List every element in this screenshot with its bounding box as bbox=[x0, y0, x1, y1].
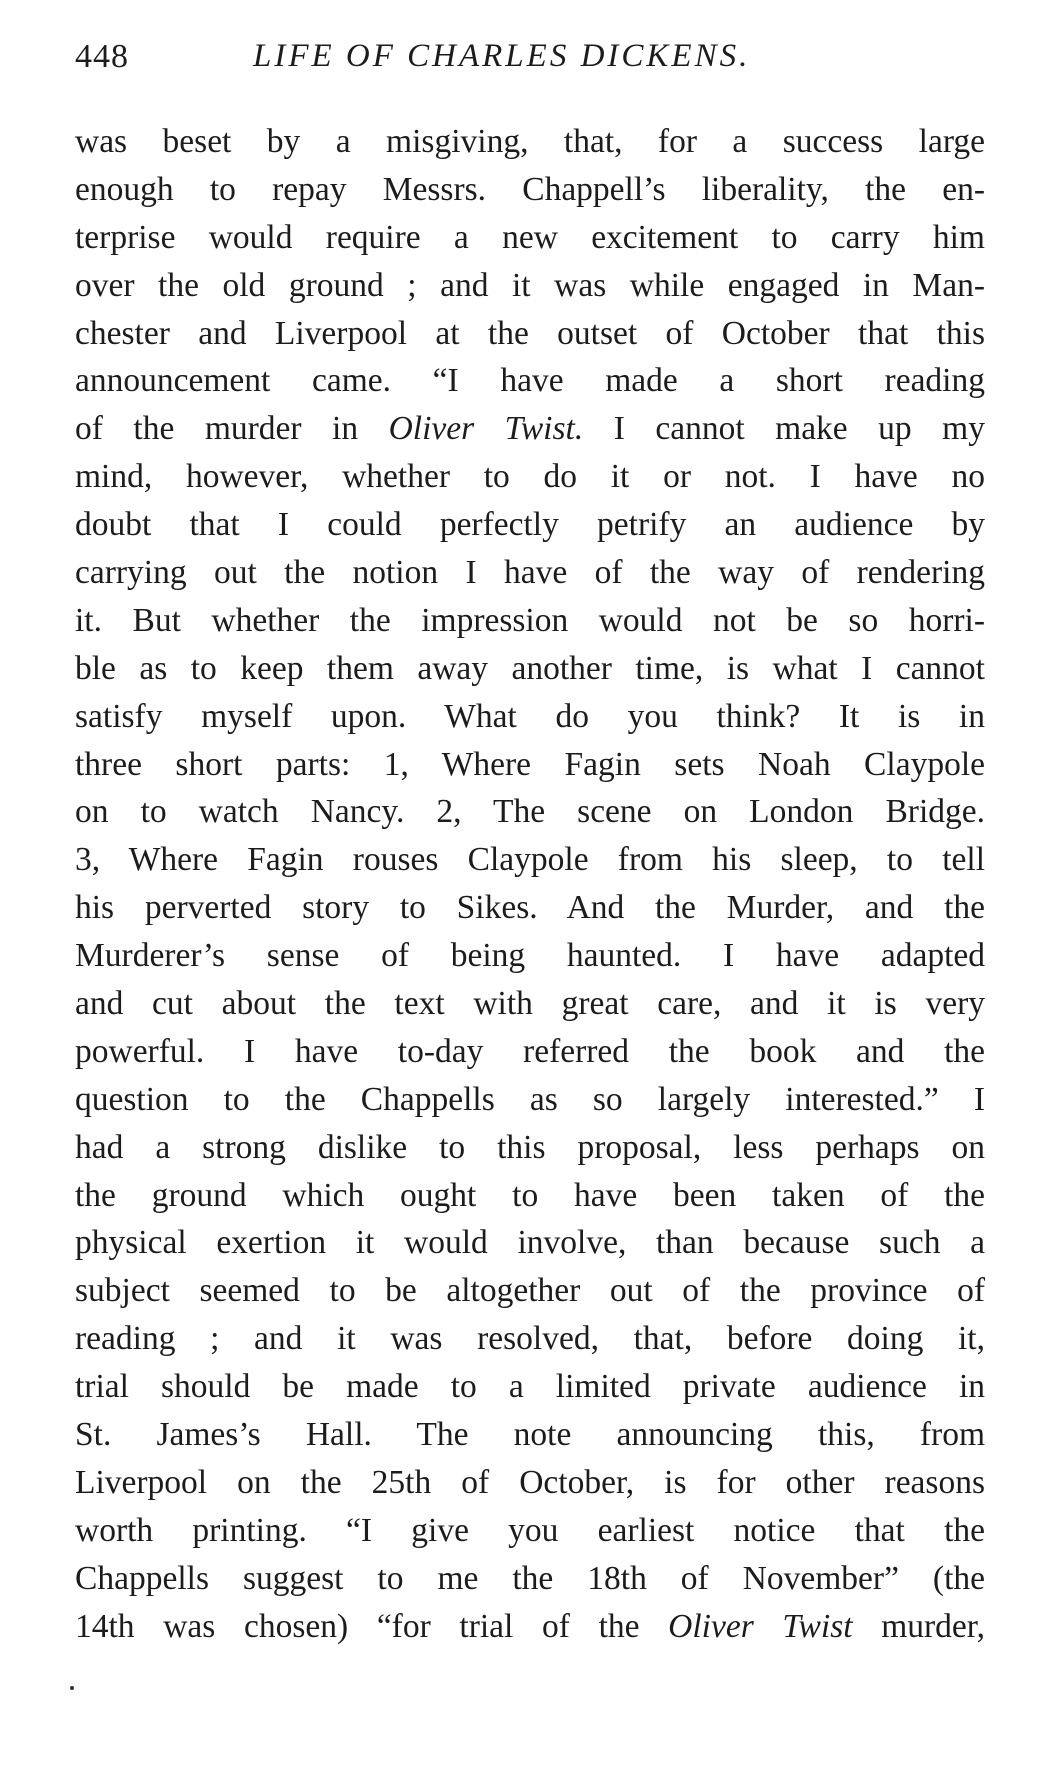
text-line bbox=[75, 501, 985, 549]
text-run: three short parts: 1, Where Fagin sets Noah Claypole bbox=[75, 745, 985, 783]
text-line bbox=[75, 693, 985, 741]
text-line bbox=[75, 1028, 985, 1076]
text-line bbox=[75, 1459, 985, 1507]
text-line bbox=[75, 549, 985, 597]
text-line bbox=[75, 262, 985, 310]
text-run: Chappells suggest to me the 18th of November” (the bbox=[75, 1559, 985, 1597]
text-line bbox=[75, 884, 985, 932]
italic-title: Oliver Twist. bbox=[388, 410, 584, 448]
text-run: I cannot make up my bbox=[583, 410, 985, 448]
text-line bbox=[75, 118, 985, 166]
text-run: question to the Chappells as so largely interested.” I bbox=[75, 1080, 985, 1118]
text-run: had a strong dislike to this proposal, less perhaps on bbox=[75, 1128, 985, 1166]
text-line bbox=[75, 980, 985, 1028]
text-run: enough to repay Messrs. Chappell’s liberality, the en- bbox=[75, 170, 985, 208]
text-run: it. But whether the impression would not be so horri- bbox=[75, 601, 985, 639]
text-line bbox=[75, 1507, 985, 1555]
text-line bbox=[75, 1411, 985, 1459]
text-run: 14th was chosen) “for trial of the bbox=[75, 1607, 669, 1645]
text-line bbox=[75, 597, 985, 645]
text-run: subject seemed to be altogether out of the province of bbox=[75, 1272, 985, 1310]
text-line bbox=[75, 357, 985, 405]
text-run: chester and Liverpool at the outset of October that this bbox=[75, 314, 985, 352]
text-run: ble as to keep them away another time, is what I cannot bbox=[75, 649, 985, 687]
body-text bbox=[75, 118, 985, 1651]
text-line bbox=[75, 741, 985, 789]
text-line bbox=[75, 932, 985, 980]
print-speck bbox=[70, 1686, 74, 1690]
text-line bbox=[75, 1555, 985, 1603]
text-run: terprise would require a new excitement to carry him bbox=[75, 218, 985, 256]
text-line bbox=[75, 1315, 985, 1363]
text-run: worth printing. “I give you earliest notice that the bbox=[75, 1511, 985, 1549]
text-line bbox=[75, 1124, 985, 1172]
text-run: trial should be made to a limited private audience in bbox=[75, 1368, 985, 1406]
text-line bbox=[75, 1603, 985, 1651]
text-line bbox=[75, 1219, 985, 1267]
text-run: on to watch Nancy. 2, The scene on London Bridge. bbox=[75, 793, 985, 831]
text-run: his perverted story to Sikes. And the Murder, and the bbox=[75, 889, 985, 927]
text-run: murder, bbox=[852, 1607, 985, 1645]
text-run: St. James’s Hall. The note announcing this, from bbox=[75, 1416, 985, 1454]
text-line bbox=[75, 788, 985, 836]
text-line bbox=[75, 645, 985, 693]
text-line bbox=[75, 214, 985, 262]
running-head: LIFE OF CHARLES DICKENS. bbox=[253, 38, 751, 74]
text-line bbox=[75, 310, 985, 358]
text-run: mind, however, whether to do it or not. I have no bbox=[75, 458, 985, 496]
text-run: announcement came. “I have made a short reading bbox=[75, 362, 985, 400]
text-line bbox=[75, 166, 985, 214]
text-run: reading ; and it was resolved, that, before doing it, bbox=[75, 1320, 985, 1358]
text-line bbox=[75, 405, 985, 453]
text-run: and cut about the text with great care, and it is very bbox=[75, 985, 985, 1023]
text-line bbox=[75, 453, 985, 501]
text-run: 3, Where Fagin rouses Claypole from his sleep, to tell bbox=[75, 841, 985, 879]
text-run: carrying out the notion I have of the way of rendering bbox=[75, 554, 985, 592]
text-line bbox=[75, 1076, 985, 1124]
text-run: satisfy myself upon. What do you think? It is in bbox=[75, 697, 985, 735]
text-run: powerful. I have to-day referred the book and the bbox=[75, 1032, 985, 1070]
italic-title: Oliver Twist bbox=[668, 1607, 853, 1645]
text-run: the ground which ought to have been taken of the bbox=[75, 1176, 985, 1214]
page-header bbox=[75, 38, 985, 88]
text-run: was beset by a misgiving, that, for a success large bbox=[75, 123, 985, 160]
text-line bbox=[75, 836, 985, 884]
text-run: doubt that I could perfectly petrify an audience by bbox=[75, 506, 985, 544]
text-run: of the murder in bbox=[75, 410, 389, 448]
text-run: physical exertion it would involve, than because such a bbox=[75, 1224, 985, 1262]
text-line bbox=[75, 1172, 985, 1220]
text-line bbox=[75, 1363, 985, 1411]
page-number: 448 bbox=[75, 38, 129, 75]
text-run: over the old ground ; and it was while engaged in Man- bbox=[75, 266, 985, 304]
text-run: Murderer’s sense of being haunted. I have adapted bbox=[75, 937, 985, 975]
text-line bbox=[75, 1267, 985, 1315]
text-run: Liverpool on the 25th of October, is for other reasons bbox=[75, 1463, 985, 1501]
